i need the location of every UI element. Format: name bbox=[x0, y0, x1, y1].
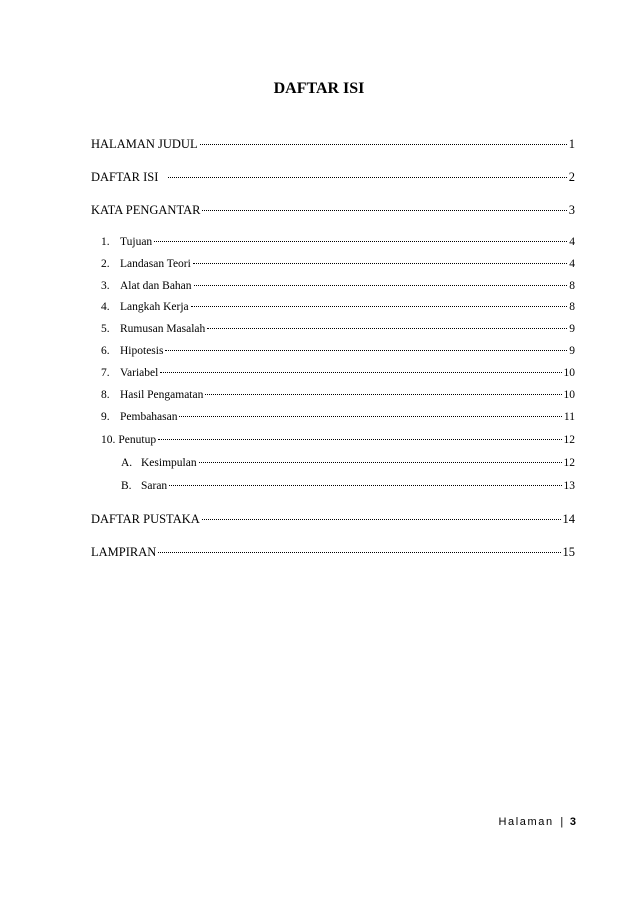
toc-number: A. bbox=[121, 457, 133, 469]
dot-leader bbox=[205, 394, 561, 395]
toc-label: Variabel bbox=[120, 367, 159, 379]
toc-page-number: 12 bbox=[563, 457, 575, 469]
toc-number: 8. bbox=[101, 389, 110, 401]
toc-entry-lampiran[interactable] bbox=[91, 545, 575, 560]
toc-page-number: 2 bbox=[568, 170, 575, 184]
page-footer bbox=[498, 816, 576, 828]
toc-entry-hipotesis[interactable] bbox=[101, 344, 575, 359]
toc-number: B. bbox=[121, 480, 132, 492]
dot-leader bbox=[168, 177, 566, 178]
toc-page-number: 4 bbox=[569, 236, 575, 248]
toc-label: Landasan Teori bbox=[120, 258, 191, 270]
toc-label: Penutup bbox=[118, 434, 157, 446]
toc-label: Saran bbox=[141, 480, 168, 492]
toc-entry-penutup[interactable] bbox=[101, 433, 575, 448]
toc-label: LAMPIRAN bbox=[91, 545, 157, 559]
toc-entry-daftar-pustaka[interactable] bbox=[91, 512, 575, 527]
toc-label: Pembahasan bbox=[120, 411, 178, 423]
toc-page-number: 13 bbox=[563, 480, 575, 492]
dot-leader bbox=[158, 439, 561, 440]
dot-leader bbox=[179, 416, 561, 417]
dot-leader bbox=[160, 372, 561, 373]
toc-page-number: 8 bbox=[569, 280, 575, 292]
toc-label: Langkah Kerja bbox=[120, 301, 189, 313]
dot-leader bbox=[200, 144, 567, 145]
toc-page-number: 10 bbox=[563, 367, 575, 379]
toc-entry-hasil-pengamatan[interactable] bbox=[101, 388, 575, 403]
toc-page-number: 1 bbox=[568, 137, 575, 151]
toc-number: 10. bbox=[101, 434, 116, 446]
toc-number: 6. bbox=[101, 345, 110, 357]
dot-leader bbox=[207, 328, 567, 329]
toc-entry-saran[interactable] bbox=[121, 479, 575, 494]
toc-label: Rumusan Masalah bbox=[120, 323, 206, 335]
dot-leader bbox=[191, 306, 568, 307]
dot-leader bbox=[169, 485, 561, 486]
toc-page-number: 11 bbox=[563, 411, 575, 423]
dot-leader bbox=[158, 552, 560, 553]
toc-page-number: 15 bbox=[562, 545, 575, 559]
toc-page-number: 14 bbox=[562, 512, 575, 526]
page-title: DAFTAR ISI bbox=[273, 80, 365, 97]
toc-number: 3. bbox=[101, 280, 110, 292]
toc-page-number: 10 bbox=[563, 389, 575, 401]
toc-entry-rumusan-masalah[interactable] bbox=[101, 322, 575, 337]
toc-page-number: 12 bbox=[563, 434, 575, 446]
toc-number: 1. bbox=[101, 236, 110, 248]
toc-label: Tujuan bbox=[120, 236, 153, 248]
dot-leader bbox=[193, 263, 567, 264]
toc-entry-variabel[interactable] bbox=[101, 366, 575, 381]
toc-page-number: 4 bbox=[569, 258, 575, 270]
dot-leader bbox=[202, 210, 566, 211]
toc-entry-kesimpulan[interactable] bbox=[121, 456, 575, 471]
toc-entry-tujuan[interactable] bbox=[101, 235, 575, 250]
toc-label: Hasil Pengamatan bbox=[120, 389, 204, 401]
toc-number: 2. bbox=[101, 258, 110, 270]
dot-leader bbox=[154, 241, 567, 242]
toc-label: HALAMAN JUDUL bbox=[91, 137, 198, 151]
footer-page-number: 3 bbox=[569, 816, 576, 828]
toc-entry-landasan-teori[interactable] bbox=[101, 257, 575, 272]
dot-leader bbox=[202, 519, 561, 520]
toc-entry-pembahasan[interactable] bbox=[101, 410, 575, 425]
toc-entry-langkah-kerja[interactable] bbox=[101, 300, 575, 315]
dot-leader bbox=[194, 285, 568, 286]
toc-label: Hipotesis bbox=[120, 345, 164, 357]
toc-number: 9. bbox=[101, 411, 110, 423]
toc-entry-alat-dan-bahan[interactable] bbox=[101, 279, 575, 294]
toc-label: Kesimpulan bbox=[141, 457, 197, 469]
footer-separator: | bbox=[560, 816, 564, 828]
toc-entry-halaman-judul[interactable] bbox=[91, 137, 575, 152]
toc-entry-daftar-isi[interactable] bbox=[91, 170, 575, 185]
toc-number: 7. bbox=[101, 367, 110, 379]
toc-entry-kata-pengantar[interactable] bbox=[91, 203, 575, 218]
toc-number: 4. bbox=[101, 301, 110, 313]
toc-number: 5. bbox=[101, 323, 110, 335]
toc-label: DAFTAR ISI bbox=[91, 170, 159, 184]
dot-leader bbox=[165, 350, 567, 351]
toc-label: KATA PENGANTAR bbox=[91, 203, 201, 217]
footer-label: Halaman bbox=[498, 816, 554, 828]
dot-leader bbox=[199, 462, 562, 463]
toc-page-number: 8 bbox=[569, 301, 575, 313]
toc-label: Alat dan Bahan bbox=[120, 280, 192, 292]
toc-label: DAFTAR PUSTAKA bbox=[91, 512, 200, 526]
toc-page-number: 9 bbox=[569, 345, 575, 357]
toc-page-number: 9 bbox=[569, 323, 575, 335]
toc-page-number: 3 bbox=[568, 203, 575, 217]
